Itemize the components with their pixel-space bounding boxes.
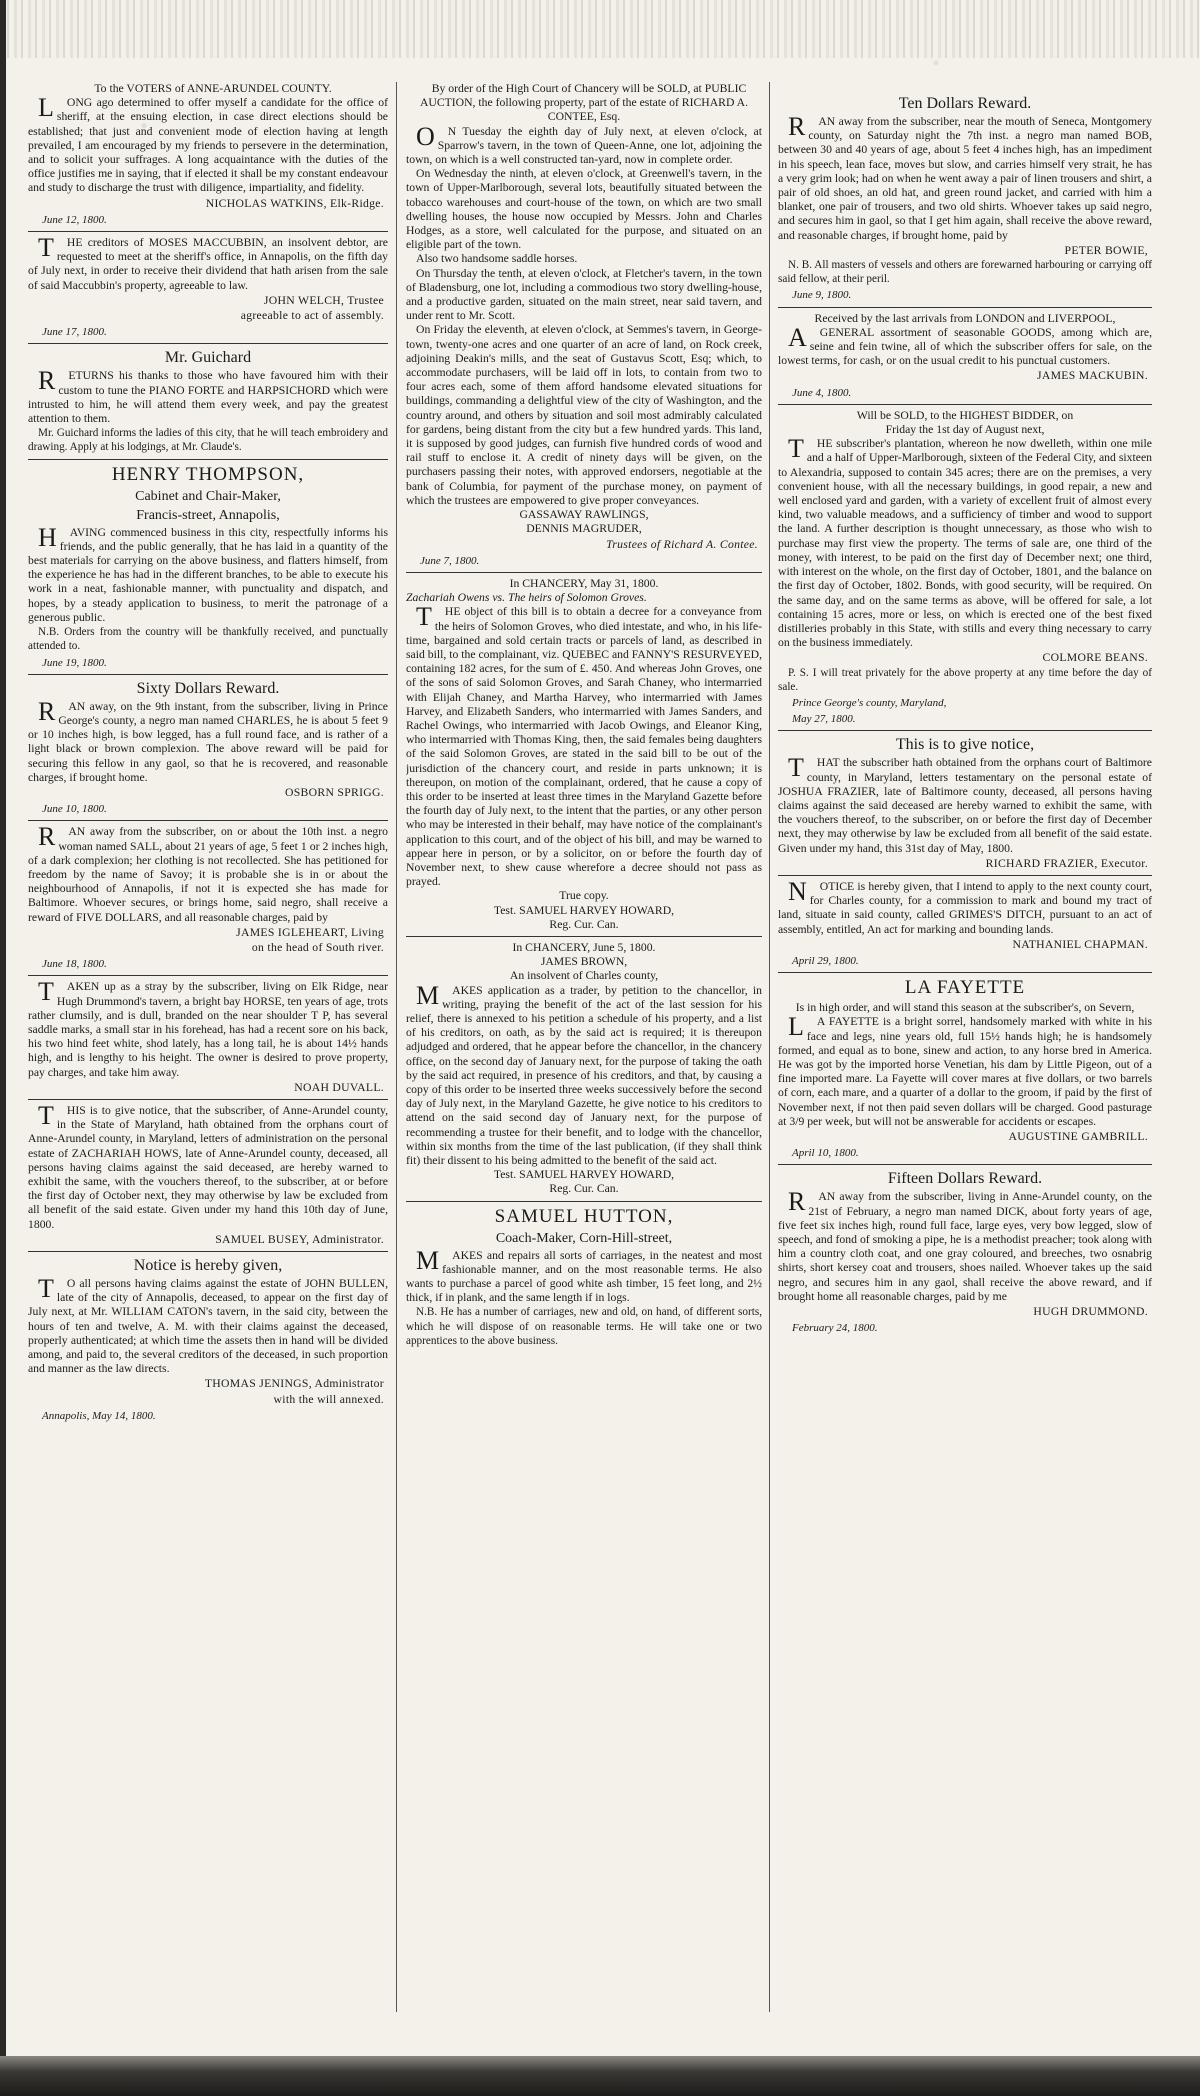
divider [28, 1099, 388, 1100]
ad-hutton-heading: SAMUEL HUTTON, [494, 1205, 674, 1227]
ad-watkins-signature: NICHOLAS WATKINS, Elk-Ridge. [205, 196, 384, 210]
ad-maccubbin-signature: JOHN WELCH, Trustee [263, 293, 384, 307]
ad-sixty-dollars-body: RAN away, on the 9th instant, from the subscriber, living in Prince George's county, a negro man named CHARLES, he is about 5 feet 9 or 10 inches high, is bow legged, has a full round face, and is rather of a light black or brown complexion. The above reward will be paid for securing this fellow in any gaol, so that he is recovered, and reasonable charges, if brought home. [28, 696, 388, 784]
ad-chancery-groves-body: THE object of this bill is to obtain a decree for a conveyance from the heirs of Solomon Groves, who died intestate, and who, in his life-time, bargained and sold certain tracts or parcels of land, as described in said bill, to the complainant, viz. QUEBEC and FANNY'S RESURVEYED, containing 182 acres, for the sum of £. 450. And whereas John Groves, one of the sons of said Solomon Groves, and Sarah Chaney, who intermarried with Elijah Chaney, and Martha Harvey, who intermarried with James Harvey, and Elizabeth Sanders, who intermarried with James Sanders, and Rachel Owings, who intermarried with Jacob Owings, and Eleanor King, who intermarried with Thomas King, then, the said females being daughters of the said Solomon Groves, are stated in the said bill to be out of the jurisdiction of the chancery court, and reside in parts unknown; it is thereupon, on motion of the complainant, ordered, that he cause a copy of this order to be inserted at least three times in the Maryland Gazette before the fourth day of July next, to the intent that the parties, or any other person who may be interested in their behalf, may have notice of the complainant's application to this court, and of the object of his bill, and may be warned to appear here in person, or by a solicitor, on or before the fourth day of November next, to shew cause wherefore a decree should not pass as prayed. [406, 602, 762, 889]
divider [28, 343, 388, 344]
ad-chapman-body: NOTICE is hereby given, that I intend to apply to the next county court, for Charles county, for a commission to mark and bound my tract of land, situate in said county, called GRIMES'S DITCH, pursuant to an act of assembly, entitled, An act for marking and bounding lands. [778, 876, 1152, 936]
ad-guichard-heading: Mr. Guichard [164, 349, 252, 367]
ad-duvall-signature: NOAH DUVALL. [294, 1080, 384, 1094]
ad-public-auction-p5: On Friday the eleventh, at eleven o'clock, at Semmes's tavern, in George-town, twenty-one acres and one quarter of an acre of land, on Rock creek, adjoining Deakin's mills, and the seat of Gustavus Scott, Esq; which, to accommodate purchasers, will be laid off in lots, to contain from two to four acres each, some of them afford handsome elevated situations for buildings, commanding a delightful view of the city of Washington, and the country around, and others by situation and soil most admirably calculated for gardens, being distant from the city but a few hundred yards. This land, it is supposed by good judges, can furnish five hundred cords of wood and rail stuff to enclose it. A credit of ninety days will be given, on the purchasers passing their notes, with approved endorsers, negotiable at the bank of Columbia, for payment of the purchase money, on payment of which the trustees are empowered to give proper conveyances. [406, 323, 762, 507]
ad-chancery-brown-signature-title: Reg. Cur. Can. [549, 1182, 619, 1196]
ad-igleheart-location: on the head of South river. [251, 940, 384, 954]
divider [778, 972, 1152, 973]
divider [28, 231, 388, 232]
column-divider [769, 82, 770, 2012]
ad-fifteen-dollars [778, 1169, 1152, 1335]
ad-beans-body: THE subscriber's plantation, whereon he now dwelleth, within one mile and a half of Upper-Marlborough, sixteen of the Federal City, and sixteen to Alexandria, supposed to contain 345 acres; there are on the premises, a very convenient house, with all the necessary buildings, in good repair, a new and well enclosed yard and garden, with a variety of excellent fruit of almost every kind, two valuable meadows, and a sufficiency of timber and wood to support the land. A further description is thought unnecessary, as those who wish to purchase may first view the property. The terms of sale are, one third of the money, with interest, to be paid on the first day of December next; one third, with interest on the whole, on the first day of October, 1801, and the balance on the first day of October, 1802. Bonds, with good security, will be required. On the same day, and on the same terms as above, will be offered for sale, a lot containing 15 acres, more or less, on which is erected one of the best fixed distilleries probably in this State, with stills and every thing necessary to carry on the business immediately. [778, 434, 1152, 650]
ad-la-fayette [778, 977, 1152, 1160]
ad-beans-sub: Friday the 1st day of August next, [885, 423, 1045, 437]
ad-thompson-date: June 19, 1800. [42, 656, 107, 669]
ad-thompson-heading: HENRY THOMPSON, [111, 463, 305, 485]
divider [778, 404, 1152, 405]
divider [28, 975, 388, 976]
ad-mackubin-signature: JAMES MACKUBIN. [1037, 369, 1148, 383]
ad-frazier-body: THAT the subscriber hath obtained from the orphans court of Baltimore county, in Maryland, letters testamentary on the personal estate of JOSHUA FRAZIER, late of Baltimore county, deceased, all persons having claims against the said deceased are hereby warned to exhibit the same, with the vouchers thereof, to the subscriber, on or before the first day of December next, they may otherwise by law be excluded from all benefit of the said estate. Given under my hand, this 31st day of May, 1800. [778, 753, 1152, 855]
column-divider [396, 82, 397, 2012]
divider [778, 730, 1152, 731]
ad-beans-heading: Will be SOLD, to the HIGHEST BIDDER, on [856, 408, 1074, 422]
ad-public-auction-p2: On Wednesday the ninth, at eleven o'clock, at Greenwell's tavern, in the town of Upper-Marlborough, several lots, beautifully situated between the tobacco warehouses and court-house of the town, on which are two small dwelling houses, the house now occupied by Messrs. John and Charles Hodges, as a store, well calculated for the purpose, and situated on an eligible part of the town. [406, 167, 762, 252]
ad-public-auction-p4: On Thursday the tenth, at eleven o'clock, at Fletcher's tavern, in the town of Bladensburg, one lot, including a commodious two story dwelling-house, and a productive garden, situated on the main street, near said tavern, and under rent to Mr. Scott. [406, 266, 762, 323]
ad-mackubin-body: AGENERAL assortment of seasonable GOODS, among which are, seine and fein twine, all of which the subscriber offers for sale, on the lowest terms, for cash, or on the usual credit to his punctual customers. [778, 322, 1152, 368]
ad-duvall [28, 977, 388, 1095]
ad-igleheart [28, 822, 388, 971]
ad-beans [778, 409, 1152, 726]
ad-igleheart-date: June 18, 1800. [42, 958, 107, 971]
ad-jenings-heading: Notice is hereby given, [133, 1257, 283, 1275]
ad-ten-dollars-signature: PETER BOWIE, [1064, 243, 1148, 257]
column-left [28, 82, 388, 2052]
ad-chancery-brown-signature: Test. SAMUEL HARVEY HOWARD, [493, 1168, 675, 1182]
ad-chancery-brown-heading: In CHANCERY, June 5, 1800. [512, 940, 656, 954]
ad-igleheart-signature: JAMES IGLEHEART, Living [236, 925, 384, 939]
column-middle [406, 82, 762, 2052]
ad-jenings-note: with the will annexed. [273, 1392, 384, 1406]
ad-chancery-groves-true-copy: True copy. [559, 889, 609, 903]
ad-chapman-signature: NATHANIEL CHAPMAN. [1012, 937, 1148, 951]
ad-thompson-trade: Cabinet and Chair-Maker, [135, 488, 281, 504]
ad-frazier-signature: RICHARD FRAZIER, Executor. [985, 856, 1148, 870]
ad-chancery-brown-name: JAMES BROWN, [540, 955, 628, 969]
ad-public-auction-p3: Also two handsome saddle horses. [416, 252, 578, 266]
ad-thompson-body: HAVING commenced business in this city, respectfully informs his friends, and the public generally, that he has laid in a quantity of the best materials for carrying on the above business, and flatters himself, from the experience he has had in the different branches, to be able to execute his work in a neat, fashionable manner, with punctuality and dispatch, and hopes, by a steady application to business, to merit the patronage of a generous public. [28, 522, 388, 624]
ad-igleheart-body: RAN away from the subscriber, on or about the 10th inst. a negro woman named SALL, about 21 years of age, 5 feet 1 or 2 inches high, of a dark complexion; her clothing is not recollected. She has petitioned for freedom by the name of Savoy; it is probable she is in or about the neighbourhood of Annapolis, if not it is expected she has made for Baltimore. Whoever secures, or brings home, said negro, shall receive a reward of FIVE DOLLARS, and all reasonable charges, paid by [28, 822, 388, 924]
ad-thompson-note: N.B. Orders from the country will be thankfully received, and punctually attended to. [28, 626, 388, 653]
ad-watkins-heading: To the VOTERS of ANNE-ARUNDEL COUNTY. [94, 82, 332, 95]
divider [28, 820, 388, 821]
scan-noise-top [0, 0, 1200, 58]
ad-busey-body: THIS is to give notice, that the subscriber, of Anne-Arundel county, in the State of Maryland, hath obtained from the orphans court of Anne-Arundel county, in Maryland, letters of administration on the personal estate of ZACHARIAH HOWS, late of Anne-Arundel county, deceased, all persons having claims against the said deceased, are hereby warned to exhibit the same, with the vouchers thereof, to the subscriber, at or before the first day of October next, they may otherwise by law be excluded from all benefit of the said estate. Given under my hand this 10th day of June, 1800. [28, 1100, 388, 1231]
ad-jenings [28, 1256, 388, 1423]
ad-beans-location: Prince George's county, Maryland, [792, 696, 947, 709]
ad-busey [28, 1100, 388, 1247]
ad-public-auction-p1: ON Tuesday the eighth day of July next, at eleven o'clock, at Sparrow's tavern, in the town of Queen-Anne, one lot, adjoining the town, on which is a well constructed tan-yard, now in complete order. [406, 121, 762, 167]
ad-sixty-dollars [28, 679, 388, 817]
ad-hutton-trade: Coach-Maker, Corn-Hill-street, [495, 1230, 673, 1246]
ad-guichard-body: RETURNS his thanks to those who have favoured him with their custom to tune the PIANO FORTE and HARPSICHORD which were intrusted to him, he will attend them every week, and pay the greatest attention to them. [28, 366, 388, 426]
ad-public-auction-signature-1: GASSAWAY RAWLINGS, [519, 508, 649, 522]
ad-duvall-body: TAKEN up as a stray by the subscriber, living on Elk Ridge, near Hugh Drummond's tavern, a bright bay HORSE, ten years of age, trots rather clumsily, and is dull, branded on the near shoulder T P, has several saddle marks, a small star in his forehead, has had a recent sore on his back, his two hind feet white, shod lately, has a long tail, he is about 14½ hands high, and is lengthy to his height. The owner is desired to prove property, pay charges, and take him away. [28, 977, 388, 1079]
divider [406, 1201, 762, 1202]
ad-ten-dollars-note: N. B. All masters of vessels and others are forewarned harbouring or carrying off said fellow, at their peril. [778, 259, 1152, 286]
ad-public-auction-signature-title: Trustees of Richard A. Contee. [606, 537, 758, 551]
divider [28, 459, 388, 460]
ad-chancery-groves [406, 577, 762, 932]
ad-sixty-dollars-heading: Sixty Dollars Reward. [136, 679, 280, 697]
divider [28, 1251, 388, 1252]
divider [406, 936, 762, 937]
ad-beans-date: May 27, 1800. [792, 713, 856, 726]
ad-la-fayette-signature: AUGUSTINE GAMBRILL. [1008, 1130, 1148, 1143]
ad-chancery-groves-heading: In CHANCERY, May 31, 1800. [509, 576, 659, 590]
ad-hutton [406, 1206, 762, 1348]
ad-thompson [28, 464, 388, 670]
ad-mackubin [778, 312, 1152, 400]
ad-public-auction-date: June 7, 1800. [420, 554, 480, 567]
ad-public-auction-signature-2: DENNIS MAGRUDER, [526, 522, 642, 536]
ad-hutton-body: MAKES and repairs all sorts of carriages, in the neatest and most fashionable manner, and on the most reasonable terms. He also wants to purchase a parcel of good white ash timber, 15 feet long, and 2½ thick, if in plank, and the same length if in logs. [406, 1245, 762, 1305]
divider [778, 307, 1152, 308]
ad-watkins-date: June 12, 1800. [42, 213, 107, 226]
ad-la-fayette-date: April 10, 1800. [792, 1147, 859, 1160]
ad-ten-dollars-date: June 9, 1800. [792, 289, 852, 302]
ad-fifteen-dollars-signature: HUGH DRUMMOND. [1033, 1305, 1148, 1319]
ad-watkins [28, 82, 388, 227]
ad-frazier [778, 735, 1152, 871]
ad-beans-signature: COLMORE BEANS. [1042, 651, 1148, 665]
ad-chancery-groves-case: Zachariah Owens vs. The heirs of Solomon Groves. [406, 591, 647, 605]
ad-guichard [28, 348, 388, 454]
divider [406, 572, 762, 573]
divider [778, 1164, 1152, 1165]
scan-edge-left [0, 0, 6, 2096]
ad-la-fayette-sub: Is in high order, and will stand this season at the subscriber's, on Severn, [795, 1001, 1135, 1015]
ad-hutton-note: N.B. He has a number of carriages, new and old, on hand, of different sorts, which he will dispose of on reasonable terms. He will take one or two apprentices to the above business. [406, 1306, 762, 1347]
ad-jenings-signature: THOMAS JENINGS, Administrator [204, 1377, 384, 1391]
ad-chapman [778, 876, 1152, 968]
ad-chancery-brown-body: MAKES application as a trader, by petition to the chancellor, in writing, praying the benefit of the act of the last session for his relief, there is annexed to his petition a schedule of his property, and a list of his creditors, on oath, as by the said act is required; it is thereupon adjudged and ordered, that he appear before the chancellor, in the chancery office, on the second day of January next, for the purpose of taking the oath by the said act required, in presence of his creditors, and that, by causing a copy of this order to be inserted three weeks successively before the second day of July next, in the Maryland Gazette, he give notice to his creditors to attend on the said second day of January next, for the purpose of recommending a trustee for their benefit, and to lodge with the chancellor, within six months from the time of the last publication, (if they shall think fit) their dissent to his being admitted to the benefit of the said act. [406, 980, 762, 1168]
divider [778, 875, 1152, 876]
scan-edge-bottom [0, 2056, 1200, 2096]
ad-maccubbin-body: THE creditors of MOSES MACCUBBIN, an insolvent debtor, are requested to meet at the sheriff's office, in Annapolis, on the fifth day of July next, in order to receive their dividend that hath arisen from the sale of said Maccubbin's property, agreeable to law. [28, 233, 388, 292]
ad-maccubbin-signature-title: agreeable to act of assembly. [240, 309, 384, 323]
ad-ten-dollars-heading: Ten Dollars Reward. [898, 95, 1032, 112]
ad-la-fayette-heading: LA FAYETTE [904, 977, 1026, 999]
ad-jenings-date: Annapolis, May 14, 1800. [42, 1409, 156, 1422]
ad-chancery-groves-signature: Test. SAMUEL HARVEY HOWARD, [493, 903, 675, 917]
ad-la-fayette-body: LA FAYETTE is a bright sorrel, handsomely marked with white in his face and legs, nine years old, full 15½ hands high; he is handsomely formed, and equal as to bone, sinew and action, to any horse bred in America. He was got by the imported horse Venetian, his dam by Little Pigeon, out of a fine imported mare. La Fayette will cover mares at five dollars, or two barrels of corn, each mare, and a quarter of a dollar to the groom, if paid by the first of November next, if not then paid seven dollars will be charged. Good pasturage at 3/9 per week, but will not be answerable for accidents or escapes. [778, 1012, 1152, 1128]
ad-guichard-note: Mr. Guichard informs the ladies of this city, that he will teach embroidery and drawing. Apply at his lodgings, at Mr. Claude's. [28, 427, 388, 454]
ad-chancery-brown-sub: An insolvent of Charles county, [509, 969, 659, 983]
ad-maccubbin-creditors [28, 233, 388, 339]
ad-watkins-body: LONG ago determined to offer myself a candidate for the office of sheriff, at the ensuing election, in case direct elections should be established; that just and convenient mode of election having at length prevailed, I am encouraged by my friends to persevere in the determination, and to solicit your suffrages. A long acquaintance with the duties of the office justifies me in saying, that if elected it shall be my constant endeavour and study to discharge the trust with diligence, impartiality, and fidelity. [28, 93, 388, 195]
ad-public-auction [406, 82, 762, 568]
divider [28, 674, 388, 675]
ad-mackubin-heading: Received by the last arrivals from LONDON and LIVERPOOL, [814, 311, 1116, 325]
ad-sixty-dollars-date: June 10, 1800. [42, 803, 107, 816]
ad-beans-note: P. S. I will treat privately for the above property at any time before the day of sale. [778, 666, 1152, 693]
ad-sixty-dollars-signature: OSBORN SPRIGG. [284, 785, 384, 799]
ad-chancery-groves-signature-title: Reg. Cur. Can. [549, 917, 619, 931]
ad-chancery-brown [406, 941, 762, 1197]
ad-fifteen-dollars-date: February 24, 1800. [792, 1322, 878, 1335]
ad-frazier-heading: This is to give notice, [895, 736, 1035, 754]
ad-jenings-body: TO all persons having claims against the estate of JOHN BULLEN, late of the city of Annapolis, deceased, to appear on the first day of July next, at Mr. WILLIAM CATON's tavern, in the said city, between the hours of ten and twelve, A. M. with their claims against the deceased, properly authenticated; at which time the assets then in hand will be divided among, and paid to, the several creditors of the deceased, in such proportion and manner as the law directs. [28, 1274, 388, 1376]
ad-fifteen-dollars-body: RAN away from the subscriber, living in Anne-Arundel county, on the 21st of February, a negro man named DICK, about forty years of age, five feet six inches high, round full face, large eyes, very bow legged, slow of speech, and fond of smoking a pipe, he is a methodist preacher; took along with him a country cloth coat, and one gray coloured, and breeches, two osnabrig shirts, short kersey coat and trousers, shoes nailed. Whoever takes up the said negro, and secures him in any gaol, shall receive the above reward, and if brought home all reasonable charges, paid by me [778, 1187, 1152, 1303]
column-right [778, 92, 1152, 2062]
ad-maccubbin-date: June 17, 1800. [42, 326, 107, 339]
ad-chapman-date: April 29, 1800. [792, 954, 859, 967]
ad-ten-dollars [778, 94, 1152, 303]
ad-fifteen-dollars-heading: Fifteen Dollars Reward. [887, 1170, 1043, 1188]
ad-busey-signature: SAMUEL BUSEY, Administrator. [215, 1232, 384, 1246]
ad-public-auction-heading: By order of the High Court of Chancery will be SOLD, at PUBLIC AUCTION, the following property, part of the estate of RICHARD A. CONTEE, Esq. [419, 82, 749, 124]
ad-ten-dollars-body: RAN away from the subscriber, near the mouth of Seneca, Montgomery county, on Saturday night the 7th inst. a negro man named BOB, between 30 and 40 years of age, about 5 feet 4 inches high, has an impediment in his speech, lean face, moves but slow, and carries himself very strait, he has a very grim look; had on when he went away a pair of linen trousers and shirt, a pair of old shoes, an old hat, and green round jacket, and carried with him a blanket, one pair of trousers, and two old shirts. Whoever takes up said negro, and secures him in gaol, so that I get him again, shall receive the above reward, and reasonable charges, if brought home, paid by [778, 112, 1152, 242]
ad-mackubin-date: June 4, 1800. [792, 386, 852, 399]
ad-thompson-address: Francis-street, Annapolis, [136, 507, 280, 523]
